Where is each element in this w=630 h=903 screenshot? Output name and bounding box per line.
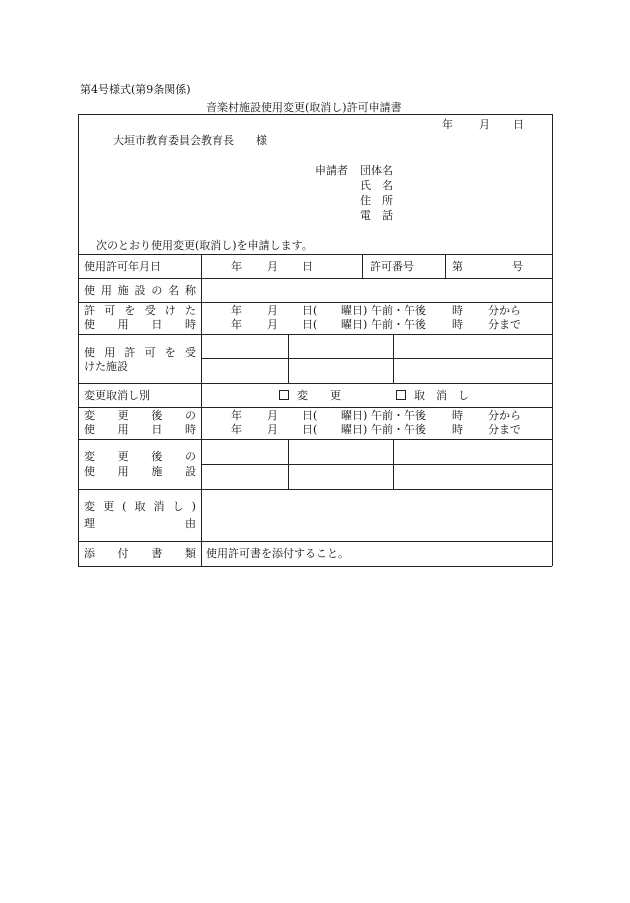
dt-year: 年 (231, 318, 242, 331)
change-checkbox[interactable] (279, 389, 289, 402)
dt-day: 日( (302, 318, 318, 331)
dt-weekday: 曜日) (341, 318, 368, 331)
permit-number-dai: 第 (452, 260, 463, 273)
facility-name-label: 使 用 施 設 の 名 称 (84, 284, 196, 297)
form-number: 第4号様式(第9条関係) (80, 83, 191, 96)
dt-hour: 時 (452, 304, 463, 317)
dt-hour: 時 (452, 423, 463, 436)
date-day-label: 日 (513, 118, 524, 131)
dt-year: 年 (231, 304, 242, 317)
permitted-facility-label-2: けた施設 (84, 360, 128, 373)
dt-weekday: 曜日) (341, 423, 368, 436)
dt-month: 月 (267, 409, 278, 422)
permit-date-label: 使用許可年月日 (84, 260, 161, 273)
dt-day: 日( (302, 304, 318, 317)
cancel-option-label: 取 消 し (414, 389, 469, 402)
permitted-datetime-label-2: 使 用 日 時 (84, 318, 196, 331)
permit-number-label: 許可番号 (370, 260, 414, 273)
change-type-label: 変更取消し別 (84, 389, 150, 402)
changed-datetime-label-2: 使 用 日 時 (84, 423, 196, 436)
dt-month: 月 (267, 423, 278, 436)
cancel-checkbox[interactable] (396, 389, 406, 402)
applicant-label: 申請者 (315, 164, 348, 177)
applicant-name-label: 氏 名 (360, 179, 393, 192)
permit-number-go: 号 (512, 260, 523, 273)
dt-weekday: 曜日) (341, 304, 368, 317)
attachments-label: 添 付 書 類 (84, 547, 196, 560)
recipient: 大垣市教育委員会教育長 様 (113, 134, 267, 147)
dt-hour: 時 (452, 409, 463, 422)
applicant-group-label: 団体名 (360, 164, 393, 177)
permit-date-month: 月 (267, 260, 278, 273)
form-title: 音楽村施設使用変更(取消し)許可申請書 (206, 101, 402, 114)
applicant-phone-label: 電 話 (360, 209, 393, 222)
dt-month: 月 (267, 304, 278, 317)
date-year-label: 年 (442, 118, 453, 131)
permit-date-year: 年 (231, 260, 242, 273)
reason-label-1: 変 更 ( 取 消 し ) (84, 500, 196, 513)
dt-day: 日( (302, 423, 318, 436)
reason-label-2 (84, 517, 196, 530)
dt-month: 月 (267, 318, 278, 331)
changed-facility-label-2: 使 用 施 設 (84, 465, 196, 478)
dt-year: 年 (231, 423, 242, 436)
applicant-address-label: 住 所 (360, 194, 393, 207)
attachments-value: 使用許可書を添付すること。 (206, 547, 349, 560)
changed-facility-label-1: 変 更 後 の (84, 450, 196, 463)
dt-hour: 時 (452, 318, 463, 331)
statement: 次のとおり使用変更(取消し)を申請します。 (96, 239, 313, 252)
dt-day: 日( (302, 409, 318, 422)
dt-ampm: 午前・午後 (371, 318, 426, 331)
dt-year: 年 (231, 409, 242, 422)
dt-minute-to: 分まで (488, 423, 521, 436)
changed-datetime-label-1: 変 更 後 の (84, 409, 196, 422)
permitted-datetime-label-1: 許 可 を 受 け た (84, 304, 196, 317)
dt-ampm: 午前・午後 (371, 304, 426, 317)
dt-minute-from: 分から (488, 409, 521, 422)
permit-date-day: 日 (302, 260, 313, 273)
dt-minute-to: 分まで (488, 318, 521, 331)
change-option-label: 変 更 (297, 389, 341, 402)
date-month-label: 月 (479, 118, 490, 131)
dt-minute-from: 分から (488, 304, 521, 317)
permitted-facility-label-1: 使 用 許 可 を 受 (84, 346, 196, 359)
reason-label-2-text: 理 由 (84, 517, 196, 530)
dt-ampm: 午前・午後 (371, 423, 426, 436)
dt-ampm: 午前・午後 (371, 409, 426, 422)
dt-weekday: 曜日) (341, 409, 368, 422)
